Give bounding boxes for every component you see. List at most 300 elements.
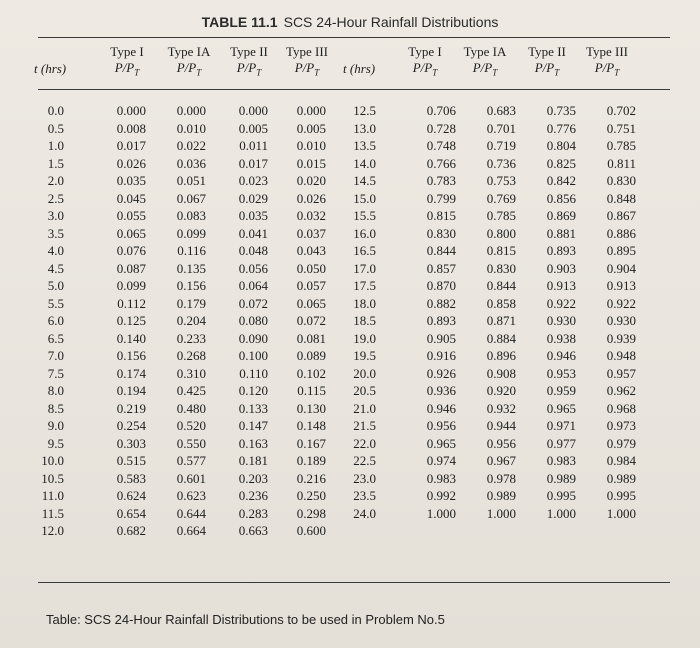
time-cell: 13.5 (353, 138, 376, 153)
table-title (0, 14, 700, 30)
ratio-label: $P/P_T$ (176, 60, 202, 78)
value-cell: 0.644 (176, 505, 206, 521)
caption: Table: SCS 24-Hour Rainfall Distributions to be used in Problem No.5 (46, 612, 445, 627)
value-cell: 0.056 (238, 260, 268, 276)
value-cell: 0.804 (546, 138, 576, 153)
value-cell: 0.219 (116, 400, 146, 416)
time-cell: 0.5 (47, 120, 64, 136)
value-cell: 0.065 (296, 295, 326, 311)
value-cell: 0.766 (426, 155, 456, 171)
value-cell: 0.930 (546, 313, 576, 328)
value-cell: 0.035 (238, 208, 268, 223)
time-cell: 22.5 (353, 453, 376, 468)
value-cell: 0.682 (116, 523, 146, 538)
table-row (38, 103, 678, 121)
table-row (38, 208, 678, 226)
value-cell: 0.072 (296, 313, 326, 328)
value-cell: 0.930 (606, 313, 636, 328)
time-cell: 17.5 (353, 278, 376, 293)
time-cell: 11.5 (41, 505, 64, 521)
value-cell: 0.948 (606, 348, 636, 363)
value-cell: 1.000 (426, 505, 456, 521)
value-cell: 0.871 (486, 313, 516, 328)
value-cell: 0.115 (297, 383, 326, 398)
table-number: TABLE 11.1 (201, 14, 278, 30)
type-label: Type III (285, 44, 329, 59)
bottom-rule (38, 582, 670, 583)
value-cell: 0.254 (116, 418, 146, 433)
value-cell: 0.623 (176, 488, 206, 503)
time-cell: 7.5 (47, 365, 64, 381)
time-cell: 5.5 (47, 295, 64, 311)
value-cell: 0.550 (176, 435, 206, 451)
value-cell: 0.179 (176, 295, 206, 311)
table-row (38, 418, 678, 436)
value-cell: 0.020 (296, 173, 326, 188)
value-cell: 0.520 (176, 418, 206, 433)
table-row (38, 243, 678, 261)
table-row (38, 138, 678, 156)
value-cell: 0.156 (176, 278, 206, 293)
value-cell: 0.011 (239, 138, 268, 153)
value-cell: 0.719 (486, 138, 516, 153)
value-cell: 0.167 (296, 435, 326, 451)
time-cell: 23.5 (353, 488, 376, 503)
value-cell: 0.983 (546, 453, 576, 468)
type-header (218, 44, 280, 81)
time-cell: 18.5 (353, 313, 376, 328)
value-cell: 0.663 (238, 523, 268, 538)
value-cell: 0.072 (238, 295, 268, 311)
value-cell: 0.664 (176, 523, 206, 538)
value-cell: 0.989 (606, 470, 636, 486)
value-cell: 0.135 (176, 260, 206, 276)
value-cell: 0.140 (116, 330, 146, 346)
table-row (38, 173, 678, 191)
value-cell: 0.974 (426, 453, 456, 468)
value-cell: 0.026 (296, 190, 326, 206)
value-cell: 0.102 (296, 365, 326, 381)
value-cell: 0.944 (486, 418, 516, 433)
value-cell: 0.055 (116, 208, 146, 223)
time-cell: 6.0 (47, 313, 64, 328)
table-row (38, 506, 678, 524)
time-cell: 10.0 (41, 453, 64, 468)
time-cell: 19.0 (353, 330, 376, 346)
value-cell: 0.148 (296, 418, 326, 433)
value-cell: 0.022 (176, 138, 206, 153)
type-label: Type I (408, 44, 442, 59)
time-cell: 14.0 (353, 155, 376, 171)
table-row (38, 488, 678, 506)
time-cell: 10.5 (41, 470, 64, 486)
value-cell: 0.932 (486, 400, 516, 416)
value-cell: 0.654 (116, 505, 146, 521)
type-header (96, 44, 158, 81)
time-cell: 15.0 (353, 190, 376, 206)
value-cell: 0.995 (546, 488, 576, 503)
value-cell: 0.953 (546, 365, 576, 381)
value-cell: 0.830 (606, 173, 636, 188)
value-cell: 0.035 (116, 173, 146, 188)
table-row (38, 471, 678, 489)
time-cell: 18.0 (353, 295, 376, 311)
value-cell: 0.965 (426, 435, 456, 451)
type-header (454, 44, 516, 81)
value-cell: 0.983 (426, 470, 456, 486)
value-cell: 0.029 (238, 190, 268, 206)
value-cell: 0.967 (486, 453, 516, 468)
time-cell: 3.0 (47, 208, 64, 223)
value-cell: 0.089 (296, 348, 326, 363)
time-header-right: t (hrs) (343, 61, 376, 76)
time-cell: 19.5 (353, 348, 376, 363)
ratio-label: $P/P_T$ (594, 60, 620, 78)
value-cell: 0.886 (606, 225, 636, 241)
value-cell: 0.600 (296, 523, 326, 538)
type-header (516, 44, 578, 81)
time-cell: 12.0 (41, 523, 64, 538)
value-cell: 0.884 (486, 330, 516, 346)
value-cell: 0.728 (426, 120, 456, 136)
value-cell: 0.081 (296, 330, 326, 346)
value-cell: 0.938 (546, 330, 576, 346)
value-cell: 0.895 (606, 243, 636, 258)
ratio-label: $P/P_T$ (294, 60, 320, 78)
value-cell: 0.956 (426, 418, 456, 433)
time-cell: 2.5 (47, 190, 64, 206)
value-cell: 0.133 (238, 400, 268, 416)
value-cell: 0.045 (116, 190, 146, 206)
value-cell: 0.984 (606, 453, 636, 468)
value-cell: 0.000 (238, 103, 268, 118)
time-cell: 24.0 (353, 505, 376, 521)
table-row (38, 523, 678, 541)
table-row (38, 121, 678, 139)
value-cell: 0.032 (296, 208, 326, 223)
value-cell: 0.065 (116, 225, 146, 241)
value-cell: 0.735 (546, 103, 576, 118)
type-label: Type IA (167, 44, 211, 59)
value-cell: 0.601 (176, 470, 206, 486)
value-cell: 0.037 (296, 225, 326, 241)
value-cell: 0.968 (606, 400, 636, 416)
time-cell: 16.0 (353, 225, 376, 241)
value-cell: 0.181 (238, 453, 268, 468)
value-cell: 0.957 (606, 365, 636, 381)
value-cell: 0.268 (176, 348, 206, 363)
value-cell: 0.959 (546, 383, 576, 398)
value-cell: 0.848 (606, 190, 636, 206)
time-cell: 4.5 (47, 260, 64, 276)
value-cell: 0.110 (239, 365, 268, 381)
top-rule (38, 37, 670, 38)
value-cell: 0.130 (296, 400, 326, 416)
value-cell: 0.163 (238, 435, 268, 451)
value-cell: 0.916 (426, 348, 456, 363)
type-label: Type II (230, 44, 268, 59)
time-cell: 5.0 (47, 278, 64, 293)
value-cell: 0.971 (546, 418, 576, 433)
value-cell: 0.099 (116, 278, 146, 293)
value-cell: 0.624 (116, 488, 146, 503)
type-header (574, 44, 640, 81)
time-cell: 1.0 (47, 138, 64, 153)
ratio-label: $P/P_T$ (114, 60, 140, 78)
value-cell: 0.515 (116, 453, 146, 468)
time-cell: 17.0 (353, 260, 376, 276)
value-cell: 0.298 (296, 505, 326, 521)
type-label: Type III (585, 44, 629, 59)
value-cell: 0.233 (176, 330, 206, 346)
value-cell: 0.857 (426, 260, 456, 276)
time-cell: 11.0 (41, 488, 64, 503)
value-cell: 0.087 (116, 260, 146, 276)
value-cell: 0.017 (116, 138, 146, 153)
type-header (158, 44, 220, 81)
value-cell: 0.303 (116, 435, 146, 451)
value-cell: 0.881 (546, 225, 576, 241)
time-cell: 23.0 (353, 470, 376, 486)
value-cell: 0.090 (238, 330, 268, 346)
table-row (38, 331, 678, 349)
time-cell: 20.5 (353, 383, 376, 398)
value-cell: 0.769 (486, 190, 516, 206)
value-cell: 0.099 (176, 225, 206, 241)
ratio-label: $P/P_T$ (534, 60, 560, 78)
time-cell: 9.5 (47, 435, 64, 451)
value-cell: 0.979 (606, 435, 636, 451)
time-cell: 21.0 (353, 400, 376, 416)
value-cell: 0.702 (606, 103, 636, 118)
value-cell: 0.893 (426, 313, 456, 328)
time-cell: 8.5 (47, 400, 64, 416)
table-row (38, 261, 678, 279)
value-cell: 0.753 (486, 173, 516, 188)
value-cell: 0.067 (176, 190, 206, 206)
value-cell: 0.216 (296, 470, 326, 486)
table-row (38, 436, 678, 454)
value-cell: 1.000 (486, 505, 516, 521)
value-cell: 0.799 (426, 190, 456, 206)
value-cell: 0.815 (486, 243, 516, 258)
value-cell: 0.005 (238, 120, 268, 136)
value-cell: 0.992 (426, 488, 456, 503)
value-cell: 0.043 (296, 243, 326, 258)
value-cell: 0.905 (426, 330, 456, 346)
value-cell: 0.870 (426, 278, 456, 293)
value-cell: 1.000 (546, 505, 576, 521)
type-label: Type II (528, 44, 566, 59)
value-cell: 0.010 (296, 138, 326, 153)
time-cell: 14.5 (353, 173, 376, 188)
time-cell: 8.0 (47, 383, 64, 398)
value-cell: 0.973 (606, 418, 636, 433)
value-cell: 0.577 (176, 453, 206, 468)
value-cell: 0.116 (177, 243, 206, 258)
type-header (396, 44, 454, 81)
value-cell: 0.048 (238, 243, 268, 258)
table-title-text: SCS 24-Hour Rainfall Distributions (283, 14, 499, 30)
value-cell: 0.785 (486, 208, 516, 223)
value-cell: 0.844 (426, 243, 456, 258)
value-cell: 0.008 (116, 120, 146, 136)
time-cell: 15.5 (353, 208, 376, 223)
table-row (38, 453, 678, 471)
value-cell: 0.776 (546, 120, 576, 136)
value-cell: 0.913 (546, 278, 576, 293)
value-cell: 0.856 (546, 190, 576, 206)
value-cell: 0.026 (116, 155, 146, 171)
value-cell: 0.250 (296, 488, 326, 503)
value-cell: 0.867 (606, 208, 636, 223)
table-row (38, 296, 678, 314)
ratio-label: $P/P_T$ (412, 60, 438, 78)
value-cell: 0.751 (606, 120, 636, 136)
value-cell: 0.283 (238, 505, 268, 521)
value-cell: 0.842 (546, 173, 576, 188)
value-cell: 0.100 (238, 348, 268, 363)
table-row (38, 401, 678, 419)
value-cell: 0.203 (238, 470, 268, 486)
type-label: Type IA (463, 44, 507, 59)
value-cell: 1.000 (606, 505, 636, 521)
table-row (38, 191, 678, 209)
value-cell: 0.736 (486, 155, 516, 171)
table-row (38, 313, 678, 331)
table-row (38, 383, 678, 401)
value-cell: 0.236 (238, 488, 268, 503)
value-cell: 0.706 (426, 103, 456, 118)
ratio-label: $P/P_T$ (236, 60, 262, 78)
value-cell: 0.194 (116, 383, 146, 398)
value-cell: 0.683 (486, 103, 516, 118)
value-cell: 0.480 (176, 400, 206, 416)
value-cell: 0.015 (296, 155, 326, 171)
value-cell: 0.920 (486, 383, 516, 398)
value-cell: 0.977 (546, 435, 576, 451)
value-cell: 0.174 (116, 365, 146, 381)
value-cell: 0.896 (486, 348, 516, 363)
value-cell: 0.783 (426, 173, 456, 188)
table-row (38, 366, 678, 384)
value-cell: 0.112 (117, 295, 146, 311)
value-cell: 0.922 (546, 295, 576, 311)
value-cell: 0.830 (426, 225, 456, 241)
value-cell: 0.701 (486, 120, 516, 136)
value-cell: 0.010 (176, 120, 206, 136)
time-cell: 21.5 (353, 418, 376, 433)
value-cell: 0.965 (546, 400, 576, 416)
value-cell: 0.995 (606, 488, 636, 503)
time-cell: 3.5 (47, 225, 64, 241)
value-cell: 0.926 (426, 365, 456, 381)
value-cell: 0.908 (486, 365, 516, 381)
value-cell: 0.913 (606, 278, 636, 293)
value-cell: 0.785 (606, 138, 636, 153)
value-cell: 0.125 (116, 313, 146, 328)
time-cell: 6.5 (47, 330, 64, 346)
value-cell: 0.811 (607, 155, 636, 171)
value-cell: 0.989 (546, 470, 576, 486)
value-cell: 0.425 (176, 383, 206, 398)
table-row (38, 226, 678, 244)
value-cell: 0.036 (176, 155, 206, 171)
value-cell: 0.204 (176, 313, 206, 328)
time-cell: 1.5 (47, 155, 64, 171)
value-cell: 0.815 (426, 208, 456, 223)
value-cell: 0.800 (486, 225, 516, 241)
value-cell: 0.023 (238, 173, 268, 188)
time-cell: 16.5 (353, 243, 376, 258)
value-cell: 0.844 (486, 278, 516, 293)
value-cell: 0.310 (176, 365, 206, 381)
time-cell: 7.0 (47, 348, 64, 363)
value-cell: 0.956 (486, 435, 516, 451)
value-cell: 0.858 (486, 295, 516, 311)
value-cell: 0.000 (296, 103, 326, 118)
value-cell: 0.903 (546, 260, 576, 276)
value-cell: 0.830 (486, 260, 516, 276)
type-label: Type I (110, 44, 144, 59)
table-row (38, 278, 678, 296)
value-cell: 0.120 (238, 383, 268, 398)
value-cell: 0.748 (426, 138, 456, 153)
time-cell: 13.0 (353, 120, 376, 136)
type-header (276, 44, 338, 81)
value-cell: 0.080 (238, 313, 268, 328)
time-cell: 12.5 (353, 103, 376, 118)
value-cell: 0.076 (116, 243, 146, 258)
value-cell: 0.946 (546, 348, 576, 363)
time-header-left: t (hrs) (34, 61, 67, 76)
value-cell: 0.936 (426, 383, 456, 398)
table-body (38, 103, 678, 541)
value-cell: 0.041 (238, 225, 268, 241)
value-cell: 0.893 (546, 243, 576, 258)
value-cell: 0.083 (176, 208, 206, 223)
value-cell: 0.189 (296, 453, 326, 468)
value-cell: 0.922 (606, 295, 636, 311)
table-row (38, 348, 678, 366)
time-cell: 2.0 (47, 173, 64, 188)
value-cell: 0.882 (426, 295, 456, 311)
time-cell: 20.0 (353, 365, 376, 381)
value-cell: 0.583 (116, 470, 146, 486)
value-cell: 0.904 (606, 260, 636, 276)
time-cell: 9.0 (47, 418, 64, 433)
value-cell: 0.000 (176, 103, 206, 118)
ratio-label: $P/P_T$ (472, 60, 498, 78)
value-cell: 0.051 (176, 173, 206, 188)
value-cell: 0.939 (606, 330, 636, 346)
value-cell: 0.156 (116, 348, 146, 363)
value-cell: 0.064 (238, 278, 268, 293)
value-cell: 0.946 (426, 400, 456, 416)
header-rule (38, 89, 670, 90)
value-cell: 0.978 (486, 470, 516, 486)
time-cell: 0.0 (47, 103, 64, 118)
value-cell: 0.000 (116, 103, 146, 118)
value-cell: 0.147 (238, 418, 268, 433)
value-cell: 0.050 (296, 260, 326, 276)
time-cell: 4.0 (47, 243, 64, 258)
value-cell: 0.989 (486, 488, 516, 503)
value-cell: 0.825 (546, 155, 576, 171)
time-cell: 22.0 (353, 435, 376, 451)
value-cell: 0.005 (296, 120, 326, 136)
value-cell: 0.869 (546, 208, 576, 223)
